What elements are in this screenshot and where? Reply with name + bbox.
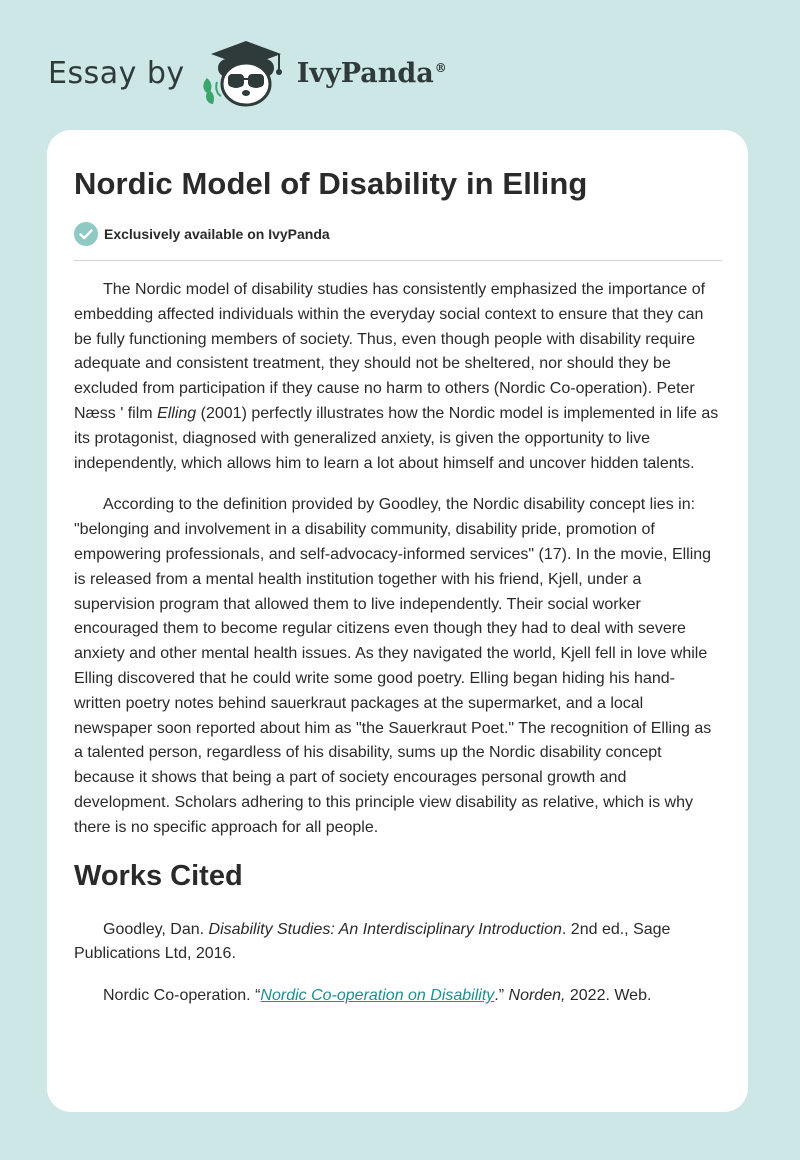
paragraph-2: According to the definition provided by Goodley, the Nordic disability concept lies in: "belonging and involvement in a disability community, disability pride, promotion of empowering professionals, and self-advocacy-informed services" (17). In the movie, Elling is released from a mental health institution together with his friend, Kjell, under a supervision program that allowed them to live independently. Their social worker encouraged them to become regular citizens even though they had to deal with severe anxiety and other mental health issues. As they navigated the world, Kjell fell in love while Elling discovered that he could write some good poetry. Elling began hiding his hand-written poetry notes behind sauerkraut packages at the supermarket, and a local newspaper soon reported about him as "the Sauerkraut Poet." The recognition of Elling as a talented person, regardless of his disability, sums up the Nordic disability concept because it shows that being a part of society encourages personal growth and development. Scholars adhering to this principle view disability as relative, which is why there is no specific approach for all people. <box>74 496 712 836</box>
film-title: Elling <box>157 404 197 422</box>
trademark-mark: ® <box>434 60 447 75</box>
citation-link[interactable]: Nordic Co-operation on Disability <box>260 987 495 1005</box>
works-cited-heading: Works Cited <box>74 859 243 892</box>
paragraph-1: The Nordic model of disability studies has consistently emphasized the importance of embedding affected individuals within the everyday social context to ensure that they can be fully functioning members of society. Thus, even though people with disability require adequate and consistent treatment, they should not be sheltered, nor should they be excluded from participation if they cause no harm to others (Nordic Co-operation). Peter Næss ' film Elling (2001) perfectly illustrates how the Nordic model is implemented in life as its protagonist, diagnosed with generalized anxiety, is given the opportunity to live independently, which allows him to learn a lot about himself and uncover hidden talents. <box>74 281 719 472</box>
brand-name: IvyPanda® <box>296 57 447 89</box>
article-body <box>74 278 722 1009</box>
brand-header <box>48 38 447 108</box>
badge-text: Exclusively available on IvyPanda <box>104 226 330 242</box>
citation-source: Norden, <box>508 987 566 1005</box>
exclusive-badge <box>74 221 722 247</box>
article-card <box>47 130 748 1112</box>
page-title: Nordic Model of Disability in Elling <box>74 166 588 201</box>
citation-title: Disability Studies: An Interdisciplinary Introduction <box>208 920 562 938</box>
brand-prefix: Essay by <box>48 55 185 91</box>
citation-1: Goodley, Dan. Disability Studies: An Interdisciplinary Introduction. 2nd ed., Sage Publications Ltd, 2016. <box>74 920 671 963</box>
citation-2: Nordic Co-operation. “Nordic Co-operation on Disability.” Norden, 2022. Web. <box>103 987 652 1005</box>
divider <box>74 260 722 261</box>
ivypanda-logo-icon[interactable] <box>199 38 293 108</box>
check-icon <box>74 222 98 246</box>
